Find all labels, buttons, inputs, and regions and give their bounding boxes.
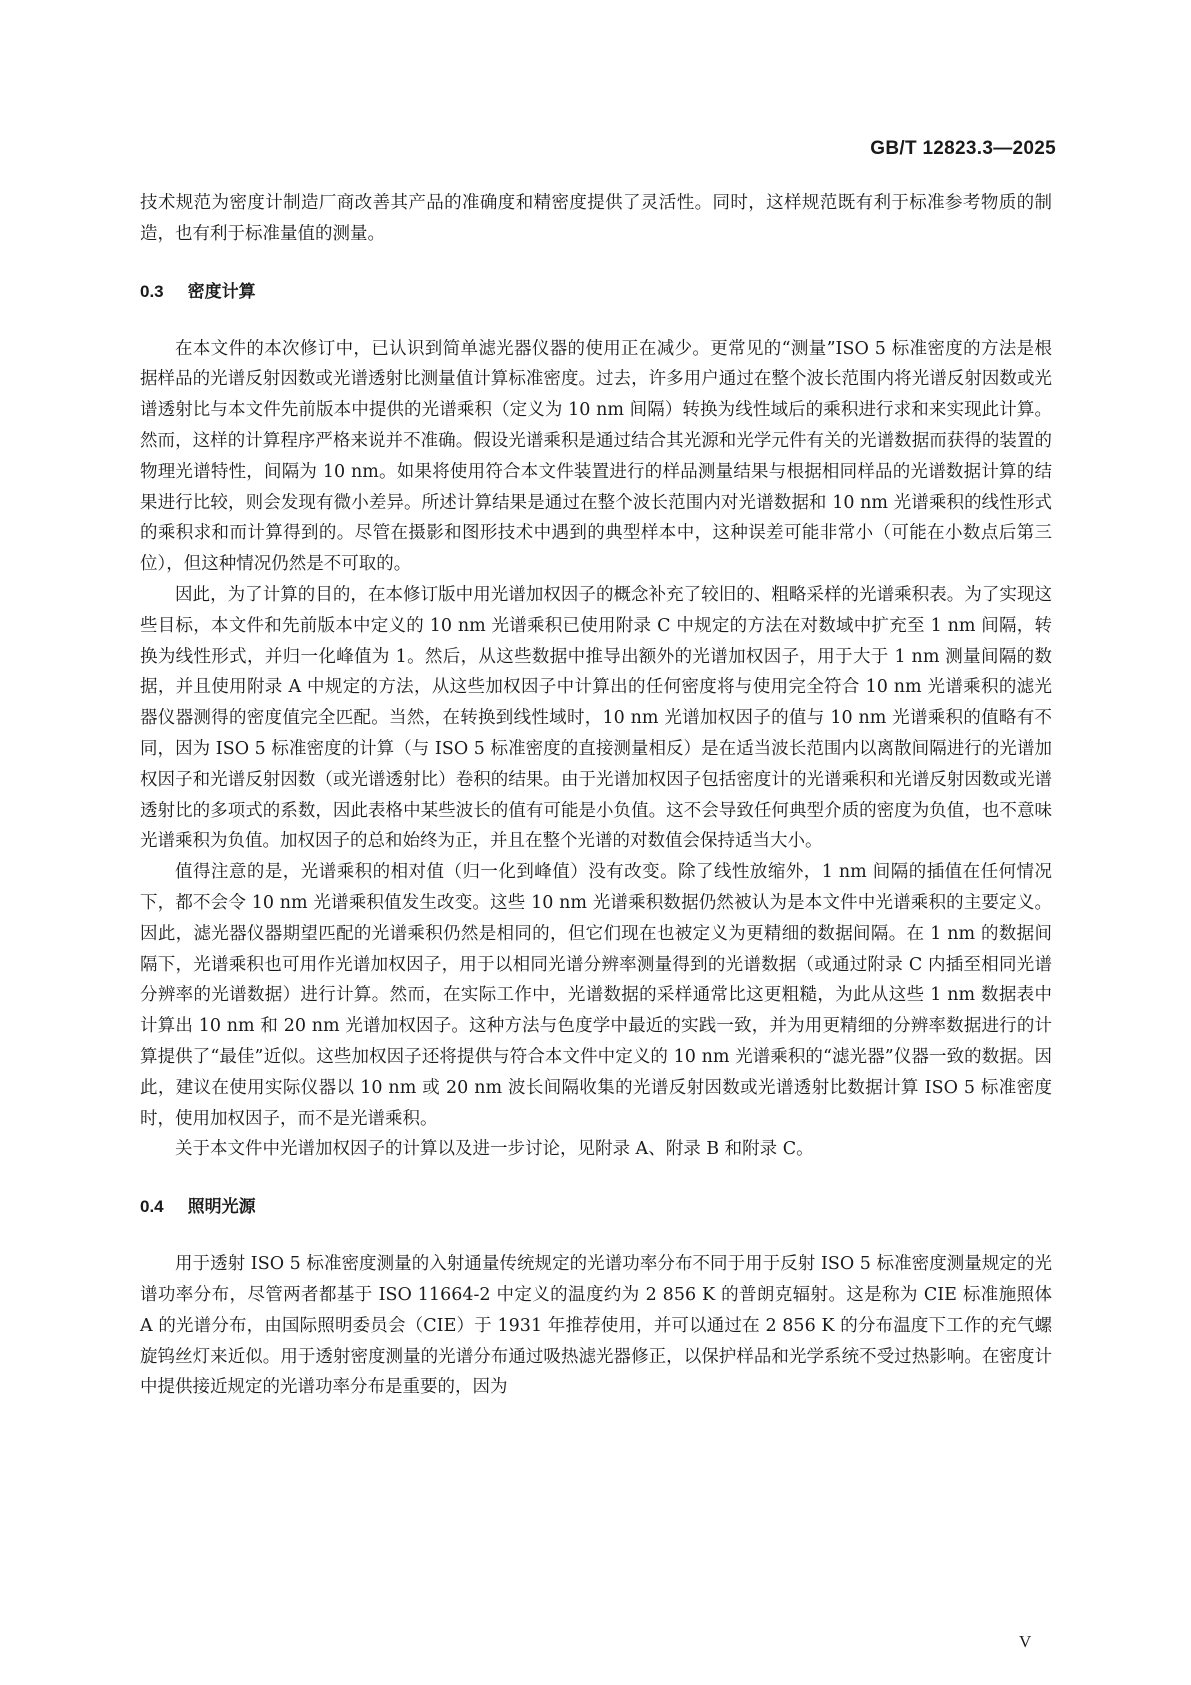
section-0-4-paragraph-1: 用于透射 ISO 5 标准密度测量的入射通量传统规定的光谱功率分布不同于用于反射 ISO 5 标准密度测量规定的光谱功率分布，尽管两者都基于 ISO 11664-2 中定义的温度约为 2 856 K 的普朗克辐射。这是称为 CIE 标准施照体 A 的光谱分布，由国际照明委员会（CIE）于 1931 年推荐使用，并可以通过在 2 856 K 的分布温度下工作的充气螺旋钨丝灯来近似。用于透射密度测量的光谱分布通过吸热滤光器修正，以保护样品和光学系统不受过热影响。在密度计中提供接近规定的光谱功率分布是重要的，因为	[140, 1254, 1052, 1398]
standard-code-header: GB/T 12823.3—2025	[870, 138, 1056, 159]
page-content	[140, 188, 1052, 1403]
section-0-3-paragraph-2: 因此，为了计算的目的，在本修订版中用光谱加权因子的概念补充了较旧的、粗略采样的光谱乘积表。为了实现这些目标，本文件和先前版本中定义的 10 nm 光谱乘积已使用附录 C 中规定的方法在对数域中扩充至 1 nm 间隔，转换为线性形式，并归一化峰值为 1。然后，从这些数据中推导出额外的光谱加权因子，用于大于 1 nm 测量间隔的数据，并且使用附录 A 中规定的方法，从这些加权因子中计算出的任何密度将与使用完全符合 10 nm 光谱乘积的滤光器仪器测得的密度值完全匹配。当然，在转换到线性域时，10 nm 光谱加权因子的值与 10 nm 光谱乘积的值略有不同，因为 ISO 5 标准密度的计算（与 ISO 5 标准密度的直接测量相反）是在适当波长范围内以离散间隔进行的光谱加权因子和光谱反射因数（或光谱透射比）卷积的结果。由于光谱加权因子包括密度计的光谱乘积和光谱反射因数或光谱透射比的多项式的系数，因此表格中某些波长的值有可能是小负值。这不会导致任何典型介质的密度为负值，也不意味光谱乘积为负值。加权因子的总和始终为正，并且在整个光谱的对数值会保持适当大小。	[140, 584, 1052, 852]
intro-paragraph: 技术规范为密度计制造厂商改善其产品的准确度和精密度提供了灵活性。同时，这样规范既有利于标准参考物质的制造，也有利于标准量值的测量。	[140, 193, 1052, 244]
page-number: V	[1019, 1632, 1032, 1651]
section-title: 照明光源	[187, 1197, 256, 1218]
section-0-3-paragraph-1: 在本文件的本次修订中，已认识到简单滤光器仪器的使用正在减少。更常见的“测量”ISO 5 标准密度的方法是根据样品的光谱反射因数或光谱透射比测量值计算标准密度。过去，许多用户通过在整个波长范围内将光谱反射因数或光谱透射比与本文件先前版本中提供的光谱乘积（定义为 10 nm 间隔）转换为线性域后的乘积进行求和来实现此计算。然而，这样的计算程序严格来说并不准确。假设光谱乘积是通过结合其光源和光学元件有关的光谱数据而获得的装置的物理光谱特性，间隔为 10 nm。如果将使用符合本文件装置进行的样品测量结果与根据相同样品的光谱数据计算的结果进行比较，则会发现有微小差异。所述计算结果是通过在整个波长范围内对光谱数据和 10 nm 光谱乘积的线性形式的乘积求和而计算得到的。尽管在摄影和图形技术中遇到的典型样本中，这种误差可能非常小（可能在小数点后第三位），但这种情况仍然是不可取的。	[140, 338, 1052, 575]
section-number: 0.3	[140, 281, 164, 301]
section-number: 0.4	[140, 1197, 164, 1217]
section-title: 密度计算	[187, 281, 256, 302]
section-0-3-paragraph-4: 关于本文件中光谱加权因子的计算以及进一步讨论，见附录 A、附录 B 和附录 C。	[175, 1139, 814, 1160]
section-0-3-paragraph-3: 值得注意的是，光谱乘积的相对值（归一化到峰值）没有改变。除了线性放缩外，1 nm 间隔的插值在任何情况下，都不会令 10 nm 光谱乘积值发生改变。这些 10 nm 光谱乘积数据仍然被认为是本文件中光谱乘积的主要定义。因此，滤光器仪器期望匹配的光谱乘积仍然是相同的，但它们现在也被定义为更精细的数据间隔。在 1 nm 的数据间隔下，光谱乘积也可用作光谱加权因子，用于以相同光谱分辨率测量得到的光谱数据（或通过附录 C 内插至相同光谱分辨率的光谱数据）进行计算。然而，在实际工作中，光谱数据的采样通常比这更粗糙，为此从这些 1 nm 数据表中计算出 10 nm 和 20 nm 光谱加权因子。这种方法与色度学中最近的实践一致，并为用更精细的分辨率数据进行的计算提供了“最佳”近似。这些加权因子还将提供与符合本文件中定义的 10 nm 光谱乘积的“滤光器”仪器一致的数据。因此，建议在使用实际仪器以 10 nm 或 20 nm 波长间隔收集的光谱反射因数或光谱透射比数据计算 ISO 5 标准密度时，使用加权因子，而不是光谱乘积。	[140, 862, 1052, 1129]
section-heading-0-3	[140, 277, 1052, 307]
section-heading-0-4	[140, 1192, 1052, 1222]
